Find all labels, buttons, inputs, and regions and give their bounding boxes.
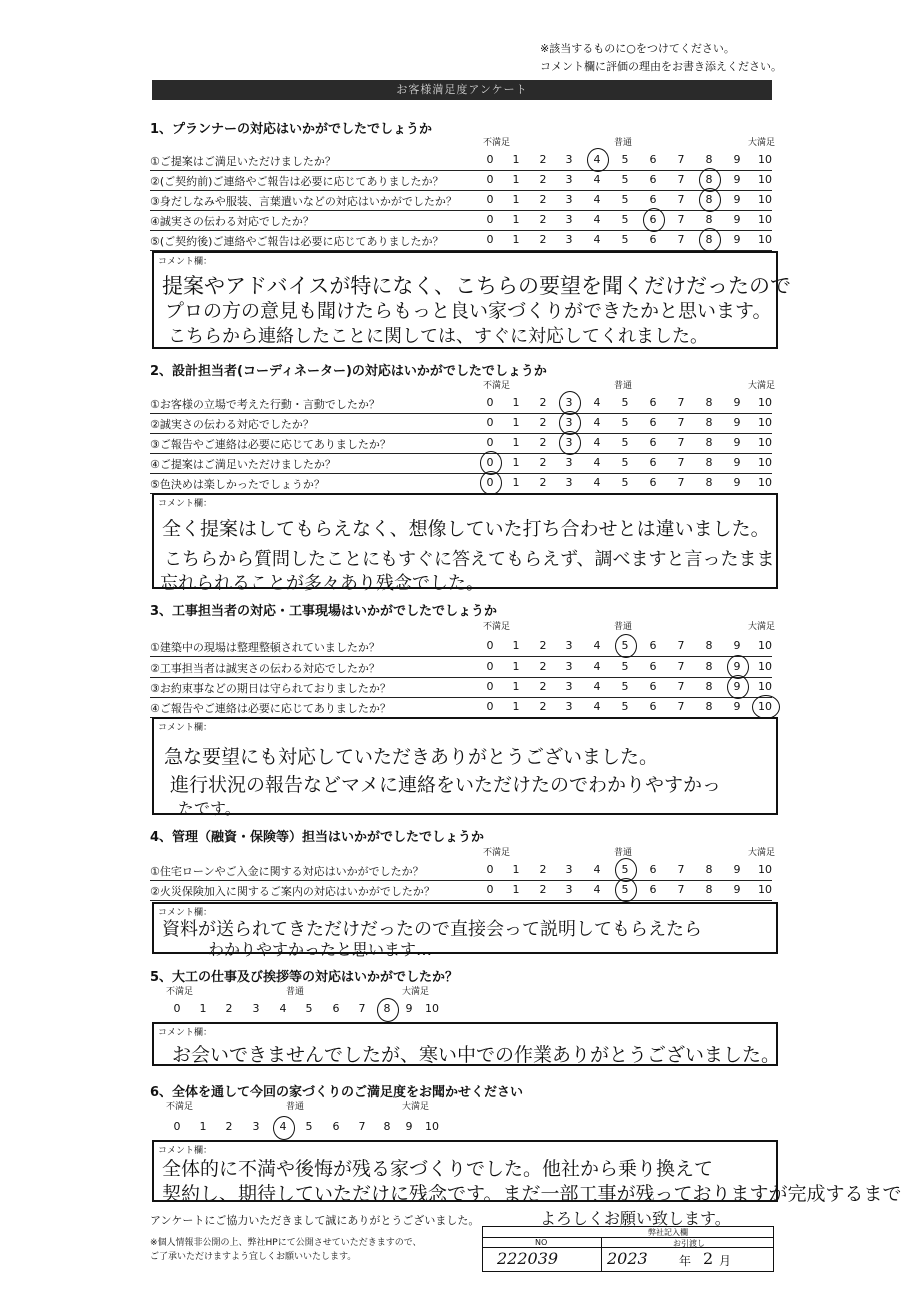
- rating-option-8[interactable]: 8: [705, 476, 713, 489]
- rating-option-5[interactable]: 5: [621, 476, 629, 489]
- rating-option-10[interactable]: 10: [758, 193, 772, 206]
- rating-option-6[interactable]: 6: [649, 660, 657, 673]
- rating-option-2[interactable]: 2: [539, 396, 547, 409]
- rating-option-4[interactable]: 4: [593, 476, 601, 489]
- rating-option-5[interactable]: 5: [621, 456, 629, 469]
- rating-option-7[interactable]: 7: [677, 660, 685, 673]
- question-text: ⑤(ご契約後)ご連絡やご報告は必要に応じてありましたか？: [150, 235, 444, 248]
- rating-option-10[interactable]: 10: [758, 700, 772, 713]
- section-title: 1、プランナーの対応はいかがでしたでしょうか: [150, 122, 433, 137]
- privacy-note-1: ※個人情報非公開の上、弊社HPにて公開させていただきますので、: [150, 1238, 422, 1248]
- rating-option-1[interactable]: 1: [512, 456, 520, 469]
- rating-option-3[interactable]: 3: [565, 639, 573, 652]
- rating-option-9[interactable]: 9: [733, 863, 741, 876]
- rating-option-6[interactable]: 6: [649, 396, 657, 409]
- question-text: ②工事担当者は誠実さの伝わる対応でしたか？: [150, 662, 380, 675]
- rating-option-2[interactable]: 2: [539, 213, 547, 226]
- question-text: ③身だしなみや服装、言葉遣いなどの対応はいかがでしたか？: [150, 195, 457, 208]
- question-text: ②(ご契約前)ご連絡やご報告は必要に応じてありましたか？: [150, 175, 444, 188]
- rating-option-3[interactable]: 3: [565, 213, 573, 226]
- rating-option-8[interactable]: 8: [705, 213, 713, 226]
- scale-label-high: 大満足: [748, 138, 776, 148]
- scale-label-low: 不満足: [166, 987, 194, 997]
- section-title: 4、管理（融資・保険等）担当はいかがでしたでしょうか: [150, 830, 485, 845]
- rating-option-3[interactable]: 3: [565, 456, 573, 469]
- rating-option-9[interactable]: 9: [733, 436, 741, 449]
- rating-option-3[interactable]: 3: [565, 680, 573, 693]
- scale-label-mid: 普通: [614, 381, 633, 391]
- rating-option-7[interactable]: 7: [358, 1120, 366, 1133]
- rating-option-4[interactable]: 4: [593, 680, 601, 693]
- rating-option-5[interactable]: 5: [621, 153, 629, 166]
- rating-option-3[interactable]: 3: [565, 416, 573, 429]
- rating-option-4[interactable]: 4: [593, 436, 601, 449]
- question-text: ④ご提案はご満足いただけましたか？: [150, 458, 336, 471]
- rating-option-10[interactable]: 10: [758, 680, 772, 693]
- section-title: 6、全体を通して今回の家づくりのご満足度をお聞かせください: [150, 1085, 524, 1100]
- rating-option-8[interactable]: 8: [705, 883, 713, 896]
- comment-label: コメント欄：: [158, 908, 213, 918]
- rating-option-2[interactable]: 2: [539, 173, 547, 186]
- selected-rating-circle: [615, 878, 637, 902]
- rating-option-5[interactable]: 5: [621, 680, 629, 693]
- rating-option-0[interactable]: 0: [486, 863, 494, 876]
- rating-option-9[interactable]: 9: [733, 213, 741, 226]
- rating-option-6[interactable]: 6: [649, 233, 657, 246]
- rating-option-6[interactable]: 6: [649, 416, 657, 429]
- rating-option-5[interactable]: 5: [305, 1002, 313, 1015]
- rating-option-10[interactable]: 10: [758, 476, 772, 489]
- rating-option-6[interactable]: 6: [649, 153, 657, 166]
- rating-option-4[interactable]: 4: [593, 193, 601, 206]
- rating-option-3[interactable]: 3: [565, 476, 573, 489]
- rating-option-9[interactable]: 9: [733, 680, 741, 693]
- rating-option-3[interactable]: 3: [565, 173, 573, 186]
- rating-option-7[interactable]: 7: [677, 193, 685, 206]
- section-title: 3、工事担当者の対応・工事現場はいかがでしたでしょうか: [150, 604, 498, 619]
- instruction-note-1: ※該当するものに○をつけてください。: [540, 42, 735, 55]
- rating-option-10[interactable]: 10: [758, 233, 772, 246]
- rating-option-8[interactable]: 8: [705, 193, 713, 206]
- rating-option-0[interactable]: 0: [486, 883, 494, 896]
- rating-option-4[interactable]: 4: [593, 173, 601, 186]
- rating-option-0[interactable]: 0: [486, 660, 494, 673]
- rating-option-1[interactable]: 1: [512, 639, 520, 652]
- thanks-text: アンケートにご協力いただきまして誠にありがとうございました。: [150, 1214, 480, 1227]
- scale-label-low: 不満足: [483, 381, 511, 391]
- rating-option-10[interactable]: 10: [758, 660, 772, 673]
- rating-option-1[interactable]: 1: [512, 476, 520, 489]
- survey-title-banner: お客様満足度アンケート: [152, 80, 772, 100]
- handwritten-comment-line: わかりやすかったと思います…: [208, 940, 433, 959]
- rating-option-3[interactable]: 3: [252, 1002, 260, 1015]
- scale-label-low: 不満足: [483, 848, 511, 858]
- year-value: 2023: [607, 1249, 648, 1268]
- handwritten-comment-line: よろしくお願い致します。: [540, 1209, 731, 1228]
- selected-rating-circle: [699, 228, 721, 252]
- rating-option-2[interactable]: 2: [225, 1002, 233, 1015]
- comment-label: コメント欄：: [158, 1028, 213, 1038]
- rating-option-2[interactable]: 2: [539, 153, 547, 166]
- rating-option-9[interactable]: 9: [733, 193, 741, 206]
- rating-option-0[interactable]: 0: [486, 396, 494, 409]
- rating-option-8[interactable]: 8: [705, 660, 713, 673]
- selected-rating-circle: [752, 695, 780, 719]
- rating-option-7[interactable]: 7: [677, 863, 685, 876]
- rating-option-1[interactable]: 1: [512, 680, 520, 693]
- rating-option-2[interactable]: 2: [539, 639, 547, 652]
- question-text: ①建築中の現場は整理整頓されていましたか？: [150, 641, 380, 654]
- rating-option-2[interactable]: 2: [539, 193, 547, 206]
- rating-option-3[interactable]: 3: [565, 436, 573, 449]
- rating-option-3[interactable]: 3: [565, 153, 573, 166]
- rating-option-2[interactable]: 2: [539, 883, 547, 896]
- rating-option-9[interactable]: 9: [733, 476, 741, 489]
- rating-option-7[interactable]: 7: [677, 700, 685, 713]
- rating-option-5[interactable]: 5: [621, 396, 629, 409]
- rating-option-6[interactable]: 6: [649, 213, 657, 226]
- rating-option-0[interactable]: 0: [486, 153, 494, 166]
- rating-option-1[interactable]: 1: [512, 396, 520, 409]
- rating-option-9[interactable]: 9: [733, 396, 741, 409]
- rating-option-0[interactable]: 0: [486, 680, 494, 693]
- rating-option-2[interactable]: 2: [539, 456, 547, 469]
- rating-option-1[interactable]: 1: [512, 233, 520, 246]
- rating-option-8[interactable]: 8: [705, 396, 713, 409]
- rating-option-4[interactable]: 4: [593, 416, 601, 429]
- rating-option-1[interactable]: 1: [512, 660, 520, 673]
- rating-option-1[interactable]: 1: [199, 1120, 207, 1133]
- rating-option-3[interactable]: 3: [565, 660, 573, 673]
- scale-label-mid: 普通: [614, 622, 633, 632]
- handover-label: お引渡し: [673, 1239, 705, 1248]
- rating-option-8[interactable]: 8: [705, 863, 713, 876]
- rating-option-2[interactable]: 2: [539, 863, 547, 876]
- rating-option-2[interactable]: 2: [539, 660, 547, 673]
- question-text: ⑤色決めは楽しかったでしょうか？: [150, 478, 325, 491]
- rating-option-5[interactable]: 5: [621, 700, 629, 713]
- rating-option-6[interactable]: 6: [649, 173, 657, 186]
- rating-option-10[interactable]: 10: [758, 883, 772, 896]
- selected-rating-circle: [377, 998, 399, 1022]
- comment-label: コメント欄：: [158, 257, 213, 267]
- rating-option-6[interactable]: 6: [649, 639, 657, 652]
- scale-label-high: 大満足: [748, 848, 776, 858]
- rating-option-5[interactable]: 5: [621, 416, 629, 429]
- rating-option-2[interactable]: 2: [539, 700, 547, 713]
- rating-option-4[interactable]: 4: [593, 639, 601, 652]
- handwritten-comment-line: プロの方の意見も聞けたらもっと良い家づくりができたかと思います。: [165, 300, 772, 322]
- rating-option-9[interactable]: 9: [405, 1002, 413, 1015]
- question-text: ②火災保険加入に関するご案内の対応はいかがでしたか？: [150, 885, 435, 898]
- rating-option-9[interactable]: 9: [733, 660, 741, 673]
- rating-option-6[interactable]: 6: [649, 193, 657, 206]
- rating-option-6[interactable]: 6: [649, 476, 657, 489]
- rating-option-2[interactable]: 2: [225, 1120, 233, 1133]
- rating-option-7[interactable]: 7: [677, 213, 685, 226]
- rating-option-7[interactable]: 7: [677, 456, 685, 469]
- rating-option-9[interactable]: 9: [733, 700, 741, 713]
- rating-option-8[interactable]: 8: [705, 436, 713, 449]
- rating-option-6[interactable]: 6: [332, 1002, 340, 1015]
- rating-option-8[interactable]: 8: [705, 173, 713, 186]
- rating-option-2[interactable]: 2: [539, 476, 547, 489]
- rating-option-0[interactable]: 0: [486, 233, 494, 246]
- rating-option-10[interactable]: 10: [425, 1120, 439, 1133]
- handwritten-comment-line: 提案やアドバイスが特になく、こちらの要望を聞くだけだったので: [162, 274, 791, 298]
- rating-option-8[interactable]: 8: [705, 639, 713, 652]
- rating-option-9[interactable]: 9: [733, 416, 741, 429]
- rating-option-1[interactable]: 1: [512, 213, 520, 226]
- rating-option-6[interactable]: 6: [649, 883, 657, 896]
- rating-option-1[interactable]: 1: [512, 173, 520, 186]
- rating-option-9[interactable]: 9: [733, 639, 741, 652]
- rating-option-1[interactable]: 1: [512, 153, 520, 166]
- section-title: 5、大工の仕事及び挨拶等の対応はいかがでしたか？: [150, 970, 459, 985]
- rating-option-1[interactable]: 1: [512, 193, 520, 206]
- selected-rating-circle: [615, 634, 637, 658]
- rating-option-0[interactable]: 0: [486, 476, 494, 489]
- question-text: ③お約束事などの期日は守られておりましたか？: [150, 682, 391, 695]
- rating-option-10[interactable]: 10: [758, 173, 772, 186]
- rating-option-5[interactable]: 5: [621, 233, 629, 246]
- rating-option-0[interactable]: 0: [486, 436, 494, 449]
- rating-option-1[interactable]: 1: [512, 863, 520, 876]
- rating-option-6[interactable]: 6: [649, 436, 657, 449]
- rating-option-8[interactable]: 8: [705, 153, 713, 166]
- question-text: ①住宅ローンやご入金に関する対応はいかがでしたか？: [150, 865, 424, 878]
- month-value: 2: [703, 1249, 714, 1268]
- rating-option-4[interactable]: 4: [593, 396, 601, 409]
- rating-option-5[interactable]: 5: [621, 213, 629, 226]
- comment-label: コメント欄：: [158, 1146, 213, 1156]
- rating-option-10[interactable]: 10: [758, 153, 772, 166]
- question-text: ①お客様の立場で考えた行動・言動でしたか？: [150, 398, 380, 411]
- rating-option-7[interactable]: 7: [677, 476, 685, 489]
- rating-option-3[interactable]: 3: [565, 883, 573, 896]
- rating-option-4[interactable]: 4: [593, 213, 601, 226]
- rating-option-5[interactable]: 5: [621, 660, 629, 673]
- rating-option-8[interactable]: 8: [383, 1002, 391, 1015]
- scale-label-low: 不満足: [483, 622, 511, 632]
- rating-option-4[interactable]: 4: [279, 1002, 287, 1015]
- rating-option-6[interactable]: 6: [649, 680, 657, 693]
- rating-option-5[interactable]: 5: [621, 436, 629, 449]
- rating-option-6[interactable]: 6: [649, 863, 657, 876]
- scale-label-high: 大満足: [402, 1102, 430, 1112]
- rating-option-4[interactable]: 4: [593, 233, 601, 246]
- rating-option-4[interactable]: 4: [593, 700, 601, 713]
- rating-option-5[interactable]: 5: [621, 863, 629, 876]
- rating-option-7[interactable]: 7: [677, 396, 685, 409]
- handwritten-comment-line: こちらから連絡したことに関しては、すぐに対応してくれました。: [168, 326, 708, 347]
- rating-option-7[interactable]: 7: [677, 680, 685, 693]
- handwritten-comment-line: 急な要望にも対応していただきありがとうございました。: [164, 746, 659, 768]
- rating-option-1[interactable]: 1: [512, 436, 520, 449]
- rating-option-10[interactable]: 10: [758, 436, 772, 449]
- rating-option-6[interactable]: 6: [332, 1120, 340, 1133]
- comment-label: コメント欄：: [158, 723, 213, 733]
- privacy-note-2: ご了承いただけますよう宜しくお願いいたします。: [150, 1252, 357, 1262]
- rating-option-7[interactable]: 7: [677, 153, 685, 166]
- rating-option-10[interactable]: 10: [758, 863, 772, 876]
- instruction-note-2: コメント欄に評価の理由をお書き添えください。: [540, 60, 782, 73]
- rating-option-3[interactable]: 3: [565, 863, 573, 876]
- handwritten-comment-line: 契約し、期待していただけに残念です。まだ一部工事が残っておりますが完成するまで: [162, 1183, 902, 1205]
- selected-rating-circle: [587, 148, 609, 172]
- rating-option-9[interactable]: 9: [733, 153, 741, 166]
- rating-option-9[interactable]: 9: [733, 456, 741, 469]
- rating-option-8[interactable]: 8: [383, 1120, 391, 1133]
- rating-option-7[interactable]: 7: [677, 639, 685, 652]
- question-text: ④誠実さの伝わる対応でしたか？: [150, 215, 314, 228]
- rating-option-3[interactable]: 3: [565, 700, 573, 713]
- rating-option-8[interactable]: 8: [705, 416, 713, 429]
- rating-option-10[interactable]: 10: [758, 396, 772, 409]
- rating-option-2[interactable]: 2: [539, 233, 547, 246]
- selected-rating-circle: [699, 188, 721, 212]
- section-title: 2、設計担当者(コーディネーター)の対応はいかがでしたでしょうか: [150, 364, 547, 379]
- rating-option-10[interactable]: 10: [758, 416, 772, 429]
- rating-option-8[interactable]: 8: [705, 700, 713, 713]
- selected-rating-circle: [643, 208, 665, 232]
- handwritten-comment-line: 全体的に不満や後悔が残る家づくりでした。他社から乗り換えて: [162, 1158, 714, 1180]
- rating-option-4[interactable]: 4: [593, 153, 601, 166]
- question-text: ④ご報告やご連絡は必要に応じてありましたか？: [150, 702, 391, 715]
- rating-option-5[interactable]: 5: [621, 883, 629, 896]
- rating-option-7[interactable]: 7: [358, 1002, 366, 1015]
- rating-option-4[interactable]: 4: [593, 883, 601, 896]
- rating-option-0[interactable]: 0: [486, 213, 494, 226]
- rating-option-2[interactable]: 2: [539, 680, 547, 693]
- rating-option-7[interactable]: 7: [677, 883, 685, 896]
- rating-option-4[interactable]: 4: [593, 660, 601, 673]
- rating-option-4[interactable]: 4: [279, 1120, 287, 1133]
- year-unit: 年: [679, 1254, 692, 1268]
- scale-label-high: 大満足: [748, 381, 776, 391]
- month-unit: 月: [719, 1254, 732, 1268]
- rating-option-9[interactable]: 9: [733, 883, 741, 896]
- rating-option-10[interactable]: 10: [758, 639, 772, 652]
- selected-rating-circle: [727, 675, 749, 699]
- rating-option-0[interactable]: 0: [173, 1002, 181, 1015]
- rating-option-8[interactable]: 8: [705, 233, 713, 246]
- staff-entry-label: 弊社記入欄: [648, 1228, 688, 1237]
- selected-rating-circle: [273, 1116, 295, 1140]
- rating-option-0[interactable]: 0: [486, 193, 494, 206]
- rating-option-0[interactable]: 0: [486, 456, 494, 469]
- rating-option-0[interactable]: 0: [486, 639, 494, 652]
- scale-label-low: 不満足: [166, 1102, 194, 1112]
- rating-option-0[interactable]: 0: [173, 1120, 181, 1133]
- rating-option-4[interactable]: 4: [593, 456, 601, 469]
- rating-option-1[interactable]: 1: [199, 1002, 207, 1015]
- scale-label-high: 大満足: [748, 622, 776, 632]
- rating-option-7[interactable]: 7: [677, 416, 685, 429]
- staff-entry-box: [482, 1226, 774, 1272]
- rating-option-3[interactable]: 3: [565, 233, 573, 246]
- selected-rating-circle: [480, 471, 502, 495]
- rating-option-3[interactable]: 3: [565, 193, 573, 206]
- rating-option-6[interactable]: 6: [649, 700, 657, 713]
- scale-label-mid: 普通: [614, 138, 633, 148]
- rating-option-6[interactable]: 6: [649, 456, 657, 469]
- question-text: ③ご報告やご連絡は必要に応じてありましたか？: [150, 438, 391, 451]
- rating-option-0[interactable]: 0: [486, 416, 494, 429]
- rating-option-2[interactable]: 2: [539, 416, 547, 429]
- rating-option-10[interactable]: 10: [758, 456, 772, 469]
- handwritten-comment-line: こちらから質問したことにもすぐに答えてもらえず、調べますと言ったまま: [164, 549, 775, 570]
- rating-option-7[interactable]: 7: [677, 233, 685, 246]
- question-text: ①ご提案はご満足いただけましたか？: [150, 155, 336, 168]
- handwritten-comment-line: 進行状況の報告などマメに連絡をいただけたのでわかりやすかっ: [170, 774, 722, 796]
- rating-option-1[interactable]: 1: [512, 700, 520, 713]
- handwritten-comment-line: たです。: [178, 799, 241, 818]
- handwritten-comment-line: 全く提案はしてもらえなく、想像していた打ち合わせとは違いました。: [162, 518, 770, 540]
- rating-option-7[interactable]: 7: [677, 173, 685, 186]
- handwritten-comment-line: お会いできませんでしたが、寒い中での作業ありがとうございました。: [172, 1044, 781, 1066]
- no-label: NO: [535, 1238, 548, 1247]
- rating-option-3[interactable]: 3: [252, 1120, 260, 1133]
- handwritten-comment-line: 資料が送られてきただけだったので直接会って説明してもらえたら: [162, 919, 702, 940]
- rating-option-8[interactable]: 8: [705, 456, 713, 469]
- question-text: ②誠実さの伝わる対応でしたか？: [150, 418, 314, 431]
- rating-option-3[interactable]: 3: [565, 396, 573, 409]
- rating-option-10[interactable]: 10: [758, 213, 772, 226]
- rating-option-0[interactable]: 0: [486, 173, 494, 186]
- scale-label-high: 大満足: [402, 987, 430, 997]
- scale-label-mid: 普通: [614, 848, 633, 858]
- rating-option-4[interactable]: 4: [593, 863, 601, 876]
- rating-option-0[interactable]: 0: [486, 700, 494, 713]
- rating-option-10[interactable]: 10: [425, 1002, 439, 1015]
- rating-option-5[interactable]: 5: [305, 1120, 313, 1133]
- rating-option-9[interactable]: 9: [405, 1120, 413, 1133]
- rating-option-5[interactable]: 5: [621, 193, 629, 206]
- rating-option-9[interactable]: 9: [733, 173, 741, 186]
- scale-label-mid: 普通: [286, 1102, 305, 1112]
- rating-option-5[interactable]: 5: [621, 639, 629, 652]
- no-value: 222039: [497, 1249, 559, 1268]
- rating-option-5[interactable]: 5: [621, 173, 629, 186]
- scale-label-low: 不満足: [483, 138, 511, 148]
- rating-option-9[interactable]: 9: [733, 233, 741, 246]
- rating-option-7[interactable]: 7: [677, 436, 685, 449]
- comment-label: コメント欄：: [158, 499, 213, 509]
- rating-option-1[interactable]: 1: [512, 883, 520, 896]
- rating-option-1[interactable]: 1: [512, 416, 520, 429]
- handwritten-comment-line: 忘れられることが多々あり残念でした。: [160, 573, 484, 594]
- scale-label-mid: 普通: [286, 987, 305, 997]
- rating-option-8[interactable]: 8: [705, 680, 713, 693]
- rating-option-2[interactable]: 2: [539, 436, 547, 449]
- selected-rating-circle: [559, 431, 581, 455]
